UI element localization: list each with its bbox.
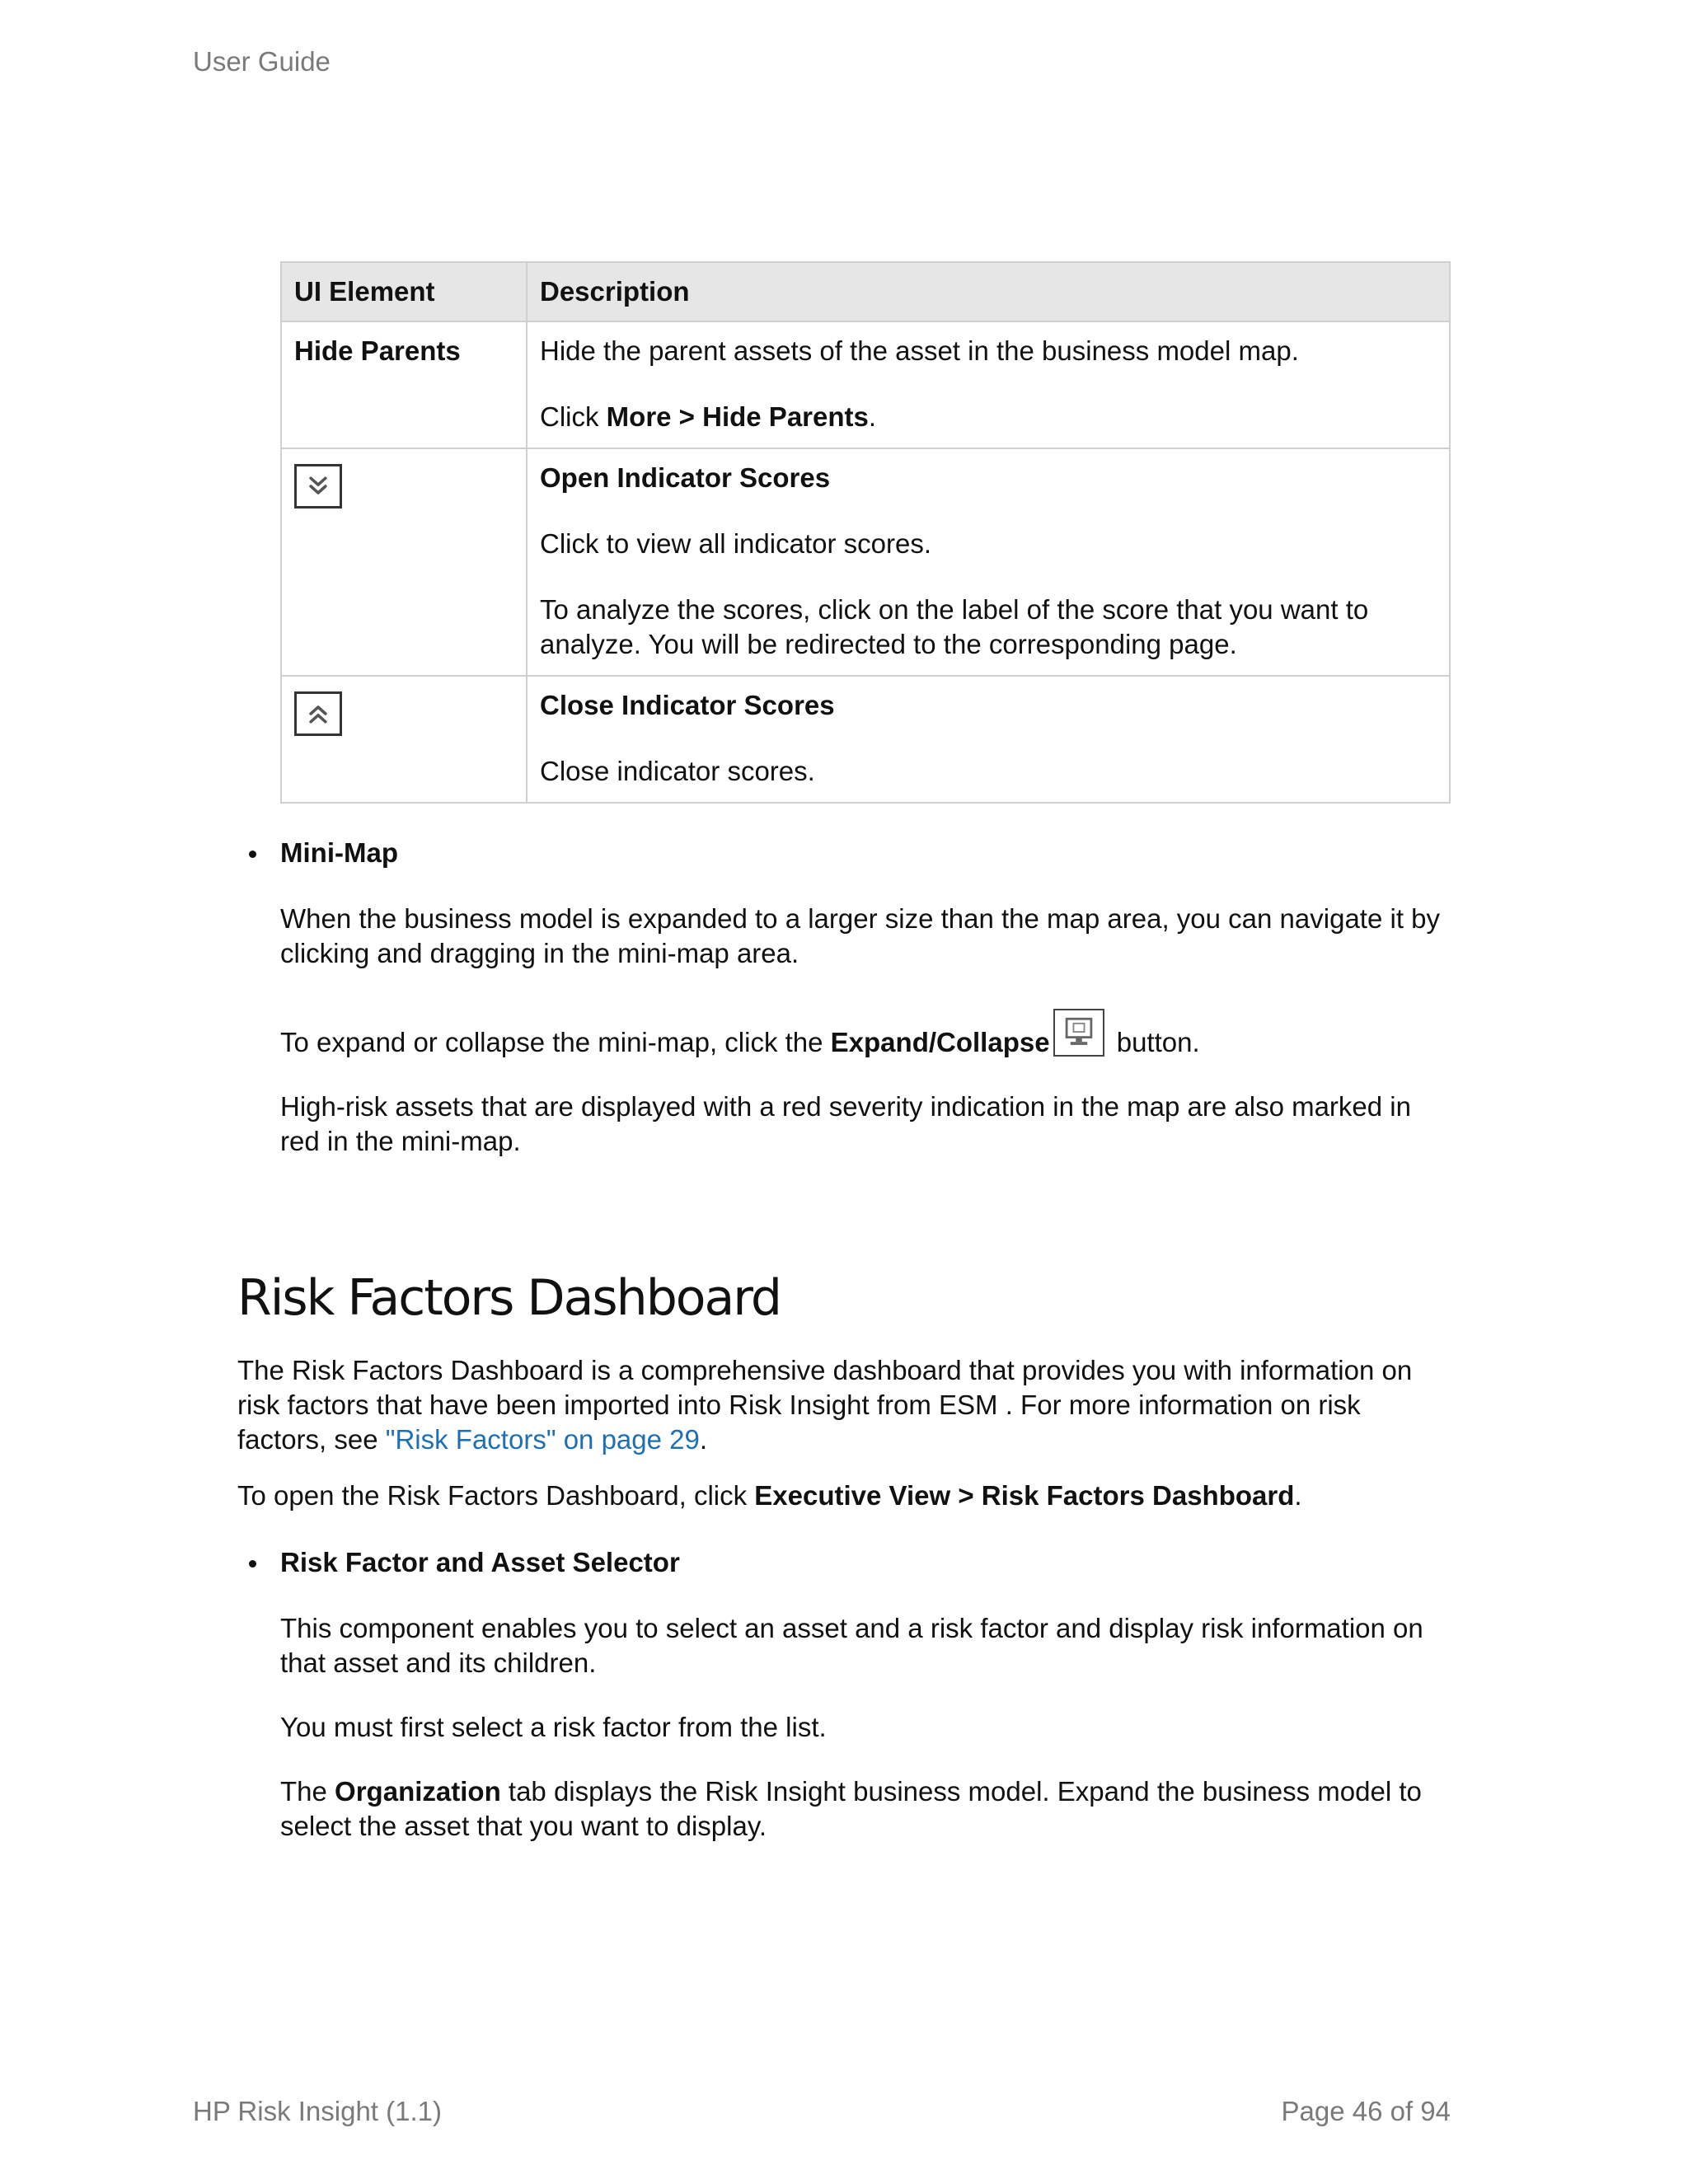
description-text: To analyze the scores, click on the label of the score that you want to analyze. You will be redirected to the corresponding page.: [540, 594, 1369, 659]
mini-map-paragraph: When the business model is expanded to a larger size than the map area, you can navigate it by clicking and dragging in the mini-map area.: [280, 903, 1441, 968]
expand-collapse-label: Expand/Collapse: [830, 1027, 1050, 1057]
open-suffix: .: [1294, 1480, 1302, 1511]
selector-paragraph: This component enables you to select an asset and a risk factor and display risk information on that asset and its children.: [280, 1613, 1423, 1678]
mini-map-expand-paragraph: [280, 1009, 1451, 1060]
section-heading: Risk Factors Dashboard: [237, 1269, 781, 1327]
organization-tab-label: Organization: [335, 1776, 501, 1807]
double-chevron-down-icon: [294, 464, 342, 509]
para-suffix: tab displays the Risk Insight business model. Expand the business model to select the asset that you want to display.: [280, 1776, 1422, 1841]
para-prefix: The: [280, 1776, 335, 1807]
open-prefix: To open the Risk Factors Dashboard, click: [237, 1480, 755, 1511]
table-row: [281, 448, 1450, 676]
intro-paragraph: [237, 1353, 1451, 1457]
selector-heading: Risk Factor and Asset Selector: [280, 1547, 680, 1577]
description-cell: [527, 676, 1450, 803]
open-dashboard-paragraph: [237, 1479, 1451, 1513]
bullet-dot: [249, 851, 256, 858]
description-title: Close Indicator Scores: [540, 690, 835, 720]
intro-text: The Risk Factors Dashboard is a comprehensive dashboard that provides you with information on risk factors that have been imported into Risk Insight from ESM . For more information on risk factors, see: [237, 1355, 1413, 1455]
description-cell: [527, 448, 1450, 676]
bullet-dot: [249, 1560, 256, 1568]
column-header-ui-element: UI Element: [281, 262, 527, 321]
mini-map-section: [280, 902, 1451, 1159]
ui-element-cell: Hide Parents: [281, 321, 527, 448]
ui-elements-table: [280, 261, 1451, 804]
intro-suffix: .: [699, 1424, 708, 1455]
mini-map-paragraph: High-risk assets that are displayed with a red severity indication in the map are also marked in red in the mini-map.: [280, 1091, 1411, 1156]
instruction-prefix: Click: [540, 401, 607, 432]
description-text: Hide the parent assets of the asset in the business model map.: [540, 335, 1299, 366]
footer-page-number: Page 46 of 94: [1281, 2096, 1451, 2126]
double-chevron-up-icon: [294, 691, 342, 736]
ui-element-cell: [281, 448, 527, 676]
description-instruction: [540, 400, 1437, 434]
risk-factors-intro: [237, 1353, 1451, 1513]
description-text: Close indicator scores.: [540, 756, 815, 786]
selector-section: [280, 1611, 1451, 1844]
mini-map-heading: Mini-Map: [280, 837, 398, 868]
table-row: [281, 321, 1450, 448]
risk-factors-link[interactable]: "Risk Factors" on page 29: [385, 1424, 700, 1455]
column-header-description: Description: [527, 262, 1450, 321]
running-header: User Guide: [193, 46, 331, 77]
expand-suffix: button.: [1109, 1027, 1200, 1057]
instruction-suffix: .: [868, 401, 877, 432]
monitor-icon: [1053, 1009, 1104, 1057]
description-text: Click to view all indicator scores.: [540, 528, 931, 559]
ui-element-cell: [281, 676, 527, 803]
description-cell: [527, 321, 1450, 448]
menu-path: Executive View > Risk Factors Dashboard: [754, 1480, 1295, 1511]
menu-path: More > Hide Parents: [606, 401, 869, 432]
selector-paragraph: [280, 1774, 1451, 1844]
table-row: [281, 676, 1450, 803]
expand-prefix: To expand or collapse the mini-map, click the: [280, 1027, 831, 1057]
footer-product: HP Risk Insight (1.1): [193, 2096, 442, 2126]
selector-paragraph: You must first select a risk factor from the list.: [280, 1712, 827, 1742]
description-title: Open Indicator Scores: [540, 462, 831, 493]
table-header-row: [281, 262, 1450, 321]
